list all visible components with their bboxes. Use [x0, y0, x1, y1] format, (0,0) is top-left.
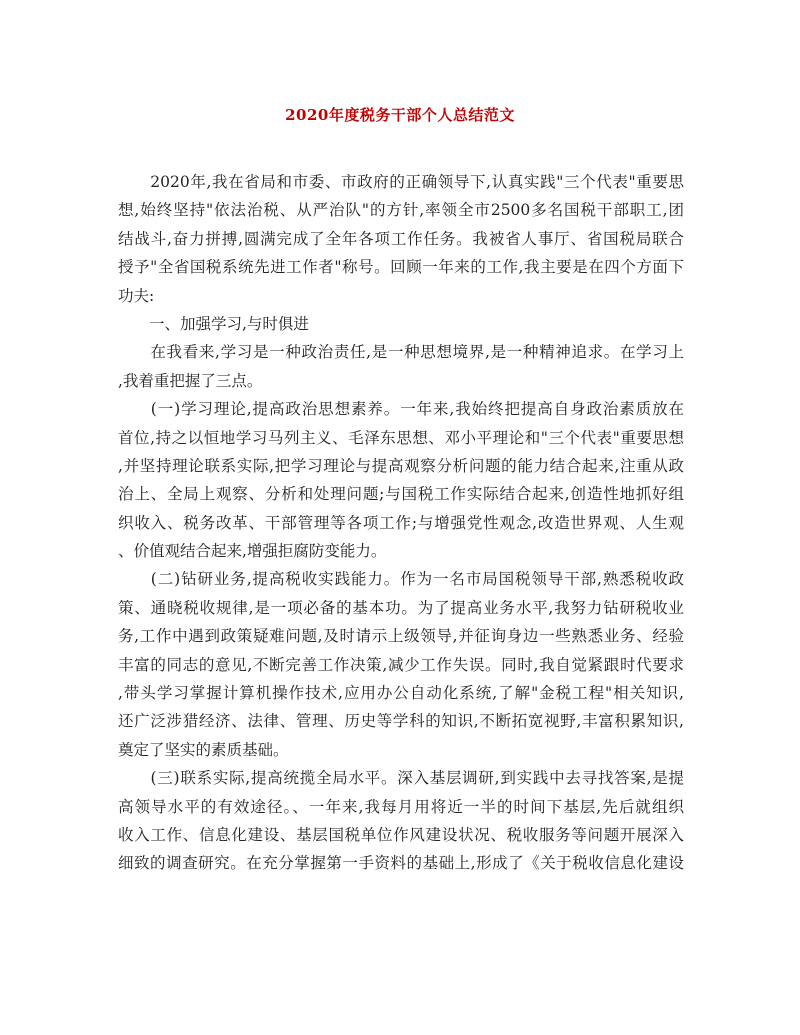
body-line: 首位,持之以恒地学习马列主义、毛泽东思想、邓小平理论和"三个代表"重要思想	[118, 428, 684, 447]
body-line: 细致的调查研究。在充分掌握第一手资料的基础上,形成了《关于税收信息化建设	[118, 854, 684, 873]
body-line: 2020年,我在省局和市委、市政府的正确领导下,认真实践"三个代表"重要思	[118, 173, 684, 191]
body-line: 治上、全局上观察、分析和处理问题;与国税工作实际结合起来,创造性地抓好组	[118, 485, 684, 504]
document-title: 2020年度税务干部个人总结范文	[285, 106, 515, 124]
body-line: 务,工作中遇到政策疑难问题,及时请示上级领导,并征询身边一些熟悉业务、经验	[118, 627, 684, 646]
body-line: 功夫:	[118, 286, 155, 305]
body-line: (一)学习理论,提高政治思想素养。一年来,我始终把提高自身政治素质放在	[118, 400, 684, 419]
document-body	[118, 168, 684, 878]
body-line: 授予"全省国税系统先进工作者"称号。回顾一年来的工作,我主要是在四个方面下	[118, 258, 684, 277]
body-line: 想,始终坚持"依法治税、从严治队"的方针,率领全市2500多名国税干部职工,团	[118, 201, 684, 220]
body-line: ,带头学习掌握计算机操作技术,应用办公自动化系统,了解"金税工程"相关知识,	[118, 684, 684, 703]
body-line: ,并坚持理论联系实际,把学习理论与提高观察分析问题的能力结合起来,注重从政	[118, 456, 684, 475]
body-line: 结战斗,奋力拼搏,圆满完成了全年各项工作任务。我被省人事厅、省国税局联合	[118, 229, 684, 248]
body-line: ,我着重把握了三点。	[118, 371, 263, 390]
body-line: (三)联系实际,提高统揽全局水平。深入基层调研,到实践中去寻找答案,是提	[118, 769, 684, 788]
body-line: 丰富的同志的意见,不断完善工作决策,减少工作失误。同时,我自觉紧跟时代要求	[118, 655, 684, 674]
body-line: 还广泛涉猎经济、法律、管理、历史等学科的知识,不断拓宽视野,丰富积累知识,	[118, 712, 684, 731]
body-line: 、价值观结合起来,增强拒腐防变能力。	[118, 542, 387, 561]
body-line: 一、加强学习,与时俱进	[118, 314, 309, 333]
body-line: (二)钻研业务,提高税收实践能力。作为一名市局国税领导干部,熟悉税收政	[118, 570, 684, 589]
body-line: 在我看来,学习是一种政治责任,是一种思想境界,是一种精神追求。在学习上	[118, 343, 684, 362]
body-line: 织收入、税务改革、干部管理等各项工作;与增强党性观念,改造世界观、人生观	[118, 513, 684, 532]
body-line: 策、通晓税收规律,是一项必备的基本功。为了提高业务水平,我努力钻研税收业	[118, 598, 684, 617]
body-line: 奠定了坚实的素质基础。	[118, 740, 289, 759]
body-line: 收入工作、信息化建设、基层国税单位作风建设状况、税收服务等问题开展深入	[118, 825, 684, 844]
body-line: 高领导水平的有效途径。、一年来,我每月用将近一半的时间下基层,先后就组织	[118, 797, 684, 816]
